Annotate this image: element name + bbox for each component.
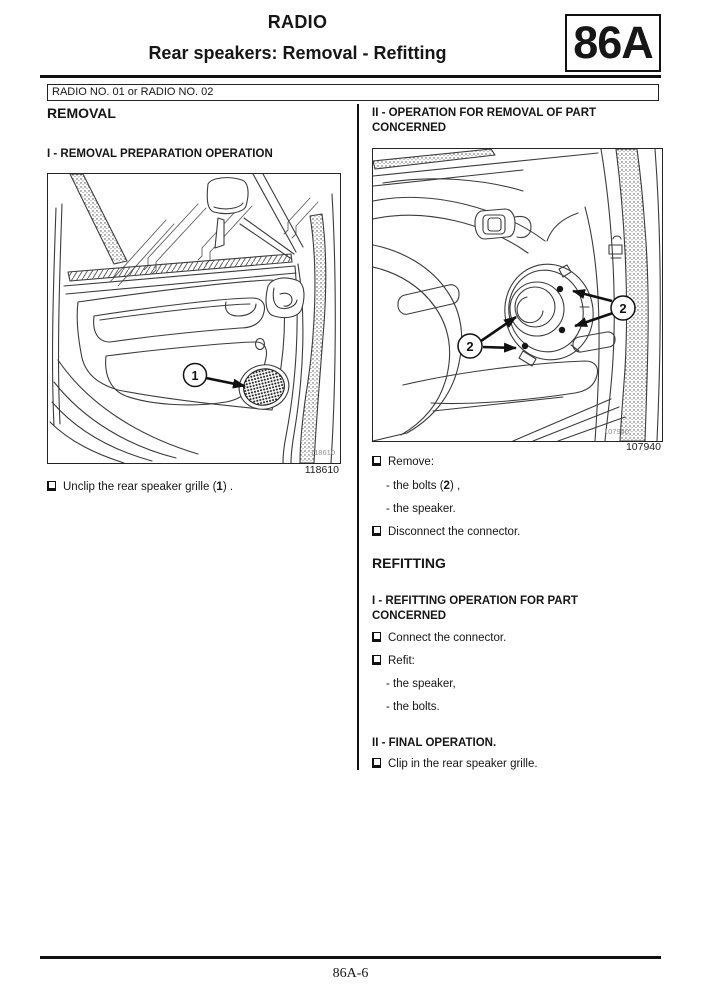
callout-2-right-label: 2	[619, 301, 627, 316]
heading-removal-prep: I - REMOVAL PREPARATION OPERATION	[47, 148, 273, 160]
footer-rule	[40, 956, 661, 959]
step-text: Unclip the rear speaker grille (	[63, 481, 217, 493]
heading-refitting-part: I - REFITTING OPERATION FOR PART CONCERNED	[372, 595, 578, 622]
callout-2-left	[458, 317, 516, 358]
substep-text-suffix: ) ,	[449, 480, 461, 492]
callout-1	[184, 364, 246, 387]
page-number: 86A-6	[332, 966, 369, 981]
substep-text: - the bolts (	[386, 480, 444, 492]
step-text: Remove:	[388, 456, 435, 468]
callout-2-left-label: 2	[466, 339, 474, 354]
figure-speaker-mount	[372, 148, 663, 442]
substep-refit-speaker: - the speaker,	[386, 678, 456, 690]
figure-watermark: 107940	[603, 427, 629, 436]
step-text: Clip in the rear speaker grille.	[388, 758, 538, 770]
section-code-box: 86A	[565, 14, 661, 72]
substep-bolts	[386, 480, 460, 493]
speaker-mount-illustration	[373, 149, 662, 441]
figure-watermark: 118610	[310, 448, 335, 457]
step-refit	[372, 655, 415, 668]
step-text: Disconnect the connector.	[388, 526, 521, 538]
step-ref-bold: 1	[216, 481, 223, 493]
figure-caption: 107940	[625, 441, 661, 453]
substep-speaker: - the speaker.	[386, 503, 456, 515]
step-clip-grille	[372, 758, 538, 771]
figure-door-panel	[47, 173, 341, 464]
bullet-square-icon	[47, 481, 56, 491]
step-text: Connect the connector.	[388, 632, 507, 644]
bullet-square-icon	[372, 456, 381, 466]
heading-final-operation: II - FINAL OPERATION.	[372, 737, 497, 749]
step-connect	[372, 632, 506, 645]
bullet-square-icon	[372, 526, 381, 536]
bullet-square-icon	[372, 655, 381, 665]
heading-removal: REMOVAL	[47, 105, 116, 121]
bullet-square-icon	[372, 632, 381, 642]
page-subtitle: Rear speakers: Removal - Refitting	[148, 43, 447, 63]
header-rule	[40, 75, 661, 78]
bullet-square-icon	[372, 758, 381, 768]
heading-removal-part: II - OPERATION FOR REMOVAL OF PART CONCERNED	[372, 107, 597, 134]
step-disconnect	[372, 526, 520, 539]
step-unclip-grille	[47, 481, 233, 494]
step-remove	[372, 456, 434, 469]
page-title: RADIO	[267, 12, 328, 32]
figure-caption: 118610	[304, 464, 339, 476]
door-panel-illustration	[48, 174, 340, 463]
applicability-box: RADIO NO. 01 or RADIO NO. 02	[47, 84, 659, 101]
heading-refitting: REFITTING	[372, 555, 446, 571]
header	[40, 12, 555, 64]
callout-1-label: 1	[191, 369, 199, 383]
substep-ref-bold: 2	[443, 480, 450, 492]
step-text-suffix: ) .	[222, 481, 234, 493]
substep-refit-bolts: - the bolts.	[386, 701, 440, 713]
step-text: Refit:	[388, 655, 415, 667]
column-divider	[357, 104, 359, 770]
